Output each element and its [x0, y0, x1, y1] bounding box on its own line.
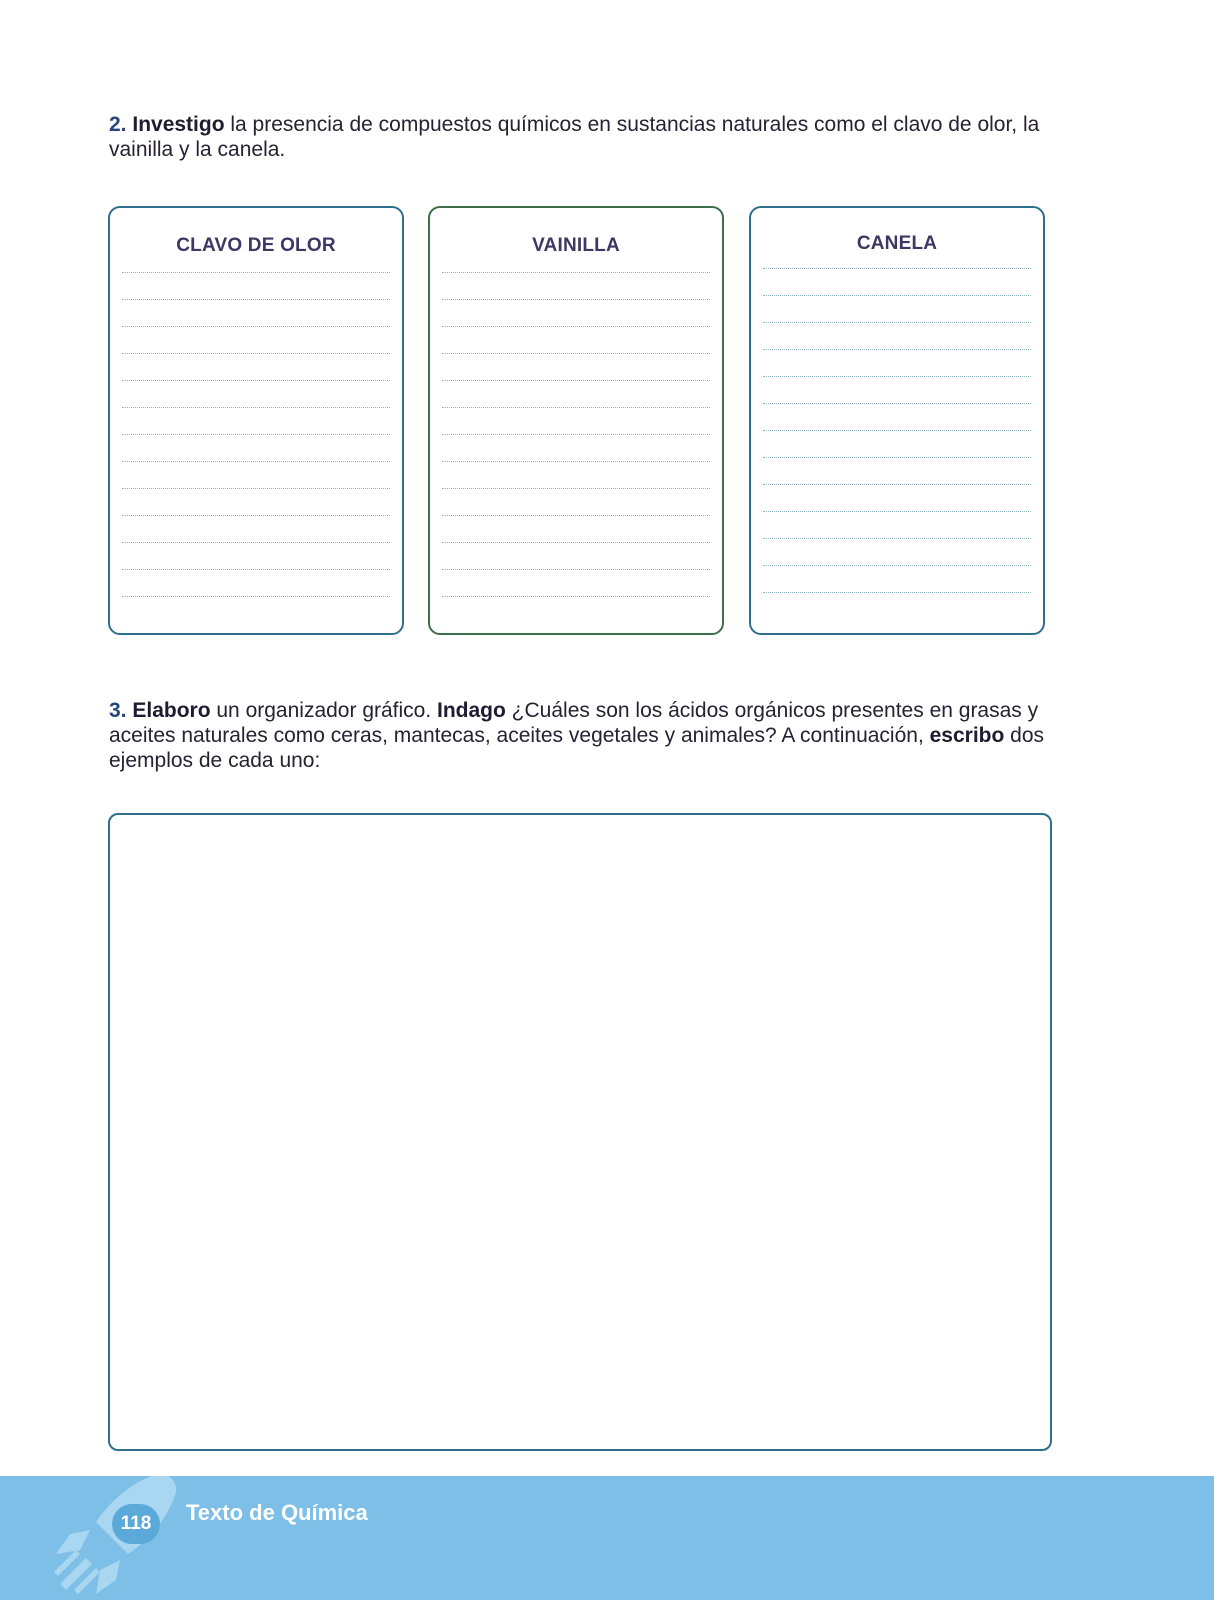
dotted-writing-line — [442, 569, 710, 570]
dotted-writing-line — [442, 542, 710, 543]
footer-title: Texto de Química — [186, 1500, 368, 1525]
dotted-writing-line — [442, 488, 710, 489]
question-3-text-1: un organizador gráfico. — [210, 699, 438, 722]
dotted-writing-line — [442, 461, 710, 462]
dotted-writing-line — [442, 272, 710, 273]
question-3-verb-indago: Indago — [437, 699, 506, 722]
question-2-verb: Investigo — [132, 113, 225, 136]
dotted-writing-line — [763, 592, 1031, 593]
dotted-writing-line — [122, 326, 390, 327]
dotted-writing-line — [763, 511, 1031, 512]
dotted-writing-line — [442, 380, 710, 381]
dotted-writing-line — [122, 488, 390, 489]
writing-lines[interactable] — [763, 268, 1031, 619]
card-title: VAINILLA — [532, 235, 620, 256]
dotted-writing-line — [442, 434, 710, 435]
dotted-writing-line — [763, 484, 1031, 485]
dotted-writing-line — [763, 403, 1031, 404]
rocket-icon — [40, 1476, 190, 1600]
card-canela — [749, 206, 1045, 635]
question-2-paragraph — [109, 112, 1049, 162]
dotted-writing-line — [122, 596, 390, 597]
question-2-number: 2. — [109, 113, 127, 136]
question-3-text-2: ¿Cuáles son los ácidos orgánicos presentes en grasas y aceites naturales como ceras, mantecas, aceites vegetales y animales? A continuación, — [109, 699, 1039, 747]
dotted-writing-line — [763, 268, 1031, 269]
dotted-writing-line — [122, 515, 390, 516]
dotted-writing-line — [122, 380, 390, 381]
dotted-writing-line — [122, 434, 390, 435]
dotted-writing-line — [122, 353, 390, 354]
dotted-writing-line — [763, 430, 1031, 431]
card-title: CANELA — [856, 233, 938, 254]
question-3-paragraph — [109, 698, 1049, 773]
dotted-writing-line — [763, 457, 1031, 458]
dotted-writing-line — [763, 295, 1031, 296]
dotted-writing-line — [442, 515, 710, 516]
card-vainilla — [428, 206, 724, 635]
card-clavo-de-olor — [108, 206, 404, 635]
dotted-writing-line — [122, 542, 390, 543]
writing-lines[interactable] — [442, 272, 710, 623]
dotted-writing-line — [442, 299, 710, 300]
question-3-verb-escribo: escribo — [929, 724, 1005, 747]
writing-lines[interactable] — [122, 272, 390, 623]
question-3-number: 3. — [109, 699, 127, 722]
dotted-writing-line — [442, 353, 710, 354]
question-3-text-3: dos ejemplos de cada uno: — [109, 724, 1045, 772]
dotted-writing-line — [122, 272, 390, 273]
dotted-writing-line — [442, 326, 710, 327]
dotted-writing-line — [763, 565, 1031, 566]
card-title: CLAVO DE OLOR — [176, 235, 336, 256]
dotted-writing-line — [763, 349, 1031, 350]
graphic-organizer-answer-box[interactable] — [108, 813, 1052, 1451]
page-footer — [0, 1476, 1214, 1600]
dotted-writing-line — [442, 596, 710, 597]
question-2-text: la presencia de compuestos químicos en sustancias naturales como el clavo de olor, la vainilla y la canela. — [109, 113, 1040, 161]
dotted-writing-line — [763, 376, 1031, 377]
dotted-writing-line — [442, 407, 710, 408]
dotted-writing-line — [763, 322, 1031, 323]
dotted-writing-line — [122, 407, 390, 408]
dotted-writing-line — [122, 461, 390, 462]
dotted-writing-line — [763, 538, 1031, 539]
dotted-writing-line — [122, 299, 390, 300]
dotted-writing-line — [122, 569, 390, 570]
question-3-verb-elaboro: Elaboro — [132, 699, 211, 722]
page-number: 118 — [112, 1504, 160, 1544]
